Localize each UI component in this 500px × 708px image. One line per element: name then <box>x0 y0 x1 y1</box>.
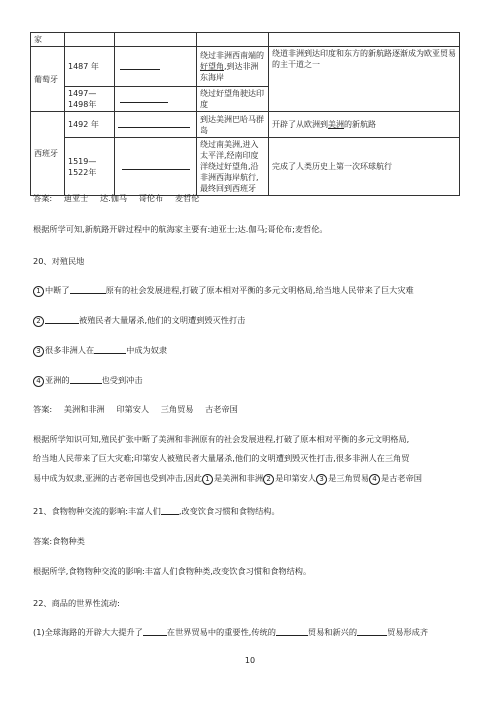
table-row <box>31 33 460 47</box>
table-cell-year: 1497—1498年 <box>65 87 115 112</box>
table-cell-year: 1487 年 <box>65 47 115 87</box>
table-cell-significance: 完成了人类历史上第一次环球航行 <box>269 138 460 196</box>
q20-answer: 答案: 美洲和非洲 印第安人 三角贸易 古老帝国 <box>33 404 238 414</box>
q22-title: 22、商品的世界性流动: <box>33 598 120 608</box>
q20-item-2: 2 被殖民者大量屠杀,他们的文明遭到毁灭性打击 <box>33 313 464 327</box>
q22-item-1: (1)全球海路的开辟大大提升了 在世界贸易中的重要性,传统的 贸易和新兴的 贸易形成齐 <box>33 627 429 637</box>
table-cell-route: 到达美洲巴哈马群岛 <box>197 112 269 138</box>
table-row <box>31 112 460 138</box>
table-row <box>31 47 460 87</box>
table-cell-year: 1519—1522年 <box>65 138 115 196</box>
table-cell-blank <box>115 87 197 112</box>
table-cell-significance: 开辟了从欧洲到美洲的新航路 <box>269 112 460 138</box>
table-cell-country: 葡萄牙 <box>31 47 65 112</box>
q20-explanation-line-1: 根据所学知识可知,殖民扩张中断了美洲和非洲原有的社会发展进程,打破了原本相对平衡的多元文明格局, <box>33 434 410 444</box>
table-cell-year: 1492 年 <box>65 112 115 138</box>
q20-explanation-line-3: 易中成为奴隶,亚洲的古老帝国也受到冲击,因此 1 是美洲和非洲 2 是印第安人 3 是三角贸易 4 是古老帝国 <box>33 473 422 483</box>
table-row <box>31 138 460 196</box>
table-cell-route: 绕过南美洲,进入太平洋,经南印度洋绕过好望角,沿非洲西海岸航行,最终回到西班牙 <box>197 138 269 196</box>
table-cell-country: 西班牙 <box>31 112 65 196</box>
table-cell-blank <box>115 138 197 196</box>
table-cell-route: 绕过非洲西南端的好望角,到达非洲东海岸 <box>197 47 269 87</box>
page-number: 10 <box>244 656 256 665</box>
q20-explanation-line-2: 给当地人民带来了巨大灾难;印第安人被殖民者大量屠杀,他们的文明遭到毁灭性打击,很多非洲人在三角贸 <box>33 453 410 463</box>
table-cell-blank <box>115 47 197 87</box>
q19-answer: 答案: 迪亚士 达.伽马 哥伦布 麦哲伦 <box>33 193 200 203</box>
table-cell-significance: 绕道非洲到达印度和东方的新航路逐渐成为欧亚贸易的主干道之一 <box>269 47 460 112</box>
q21-answer: 答案:食物种类 <box>33 536 85 546</box>
q21-title: 21、食物物种交流的影响:丰富人们 ,改变饮食习惯和食物结构。 <box>33 506 280 516</box>
table-cell: 家 <box>31 33 65 47</box>
q19-explanation: 根据所学可知,新航路开辟过程中的航海家主要有:迪亚士;达.伽马;哥伦布;麦哲伦。 <box>33 224 328 234</box>
navigation-table <box>30 32 460 196</box>
table-cell-route: 绕过好望角驶达印度 <box>197 87 269 112</box>
table-cell-blank <box>115 112 197 138</box>
q20-item-4: 4 亚洲的 也受到冲击 <box>33 373 464 387</box>
q21-explanation: 根据所学,食物物种交流的影响:丰富人们食物种类,改变饮食习惯和食物结构。 <box>33 566 312 576</box>
q20-item-1: 1 中断了 原有的社会发展进程,打破了原本相对平衡的多元文明格局,给当地人民带来了巨大灾难 <box>33 283 464 297</box>
q20-title: 20、对殖民地 <box>33 256 85 266</box>
q20-item-3: 3 很多非洲人在 中成为奴隶 <box>33 343 464 357</box>
